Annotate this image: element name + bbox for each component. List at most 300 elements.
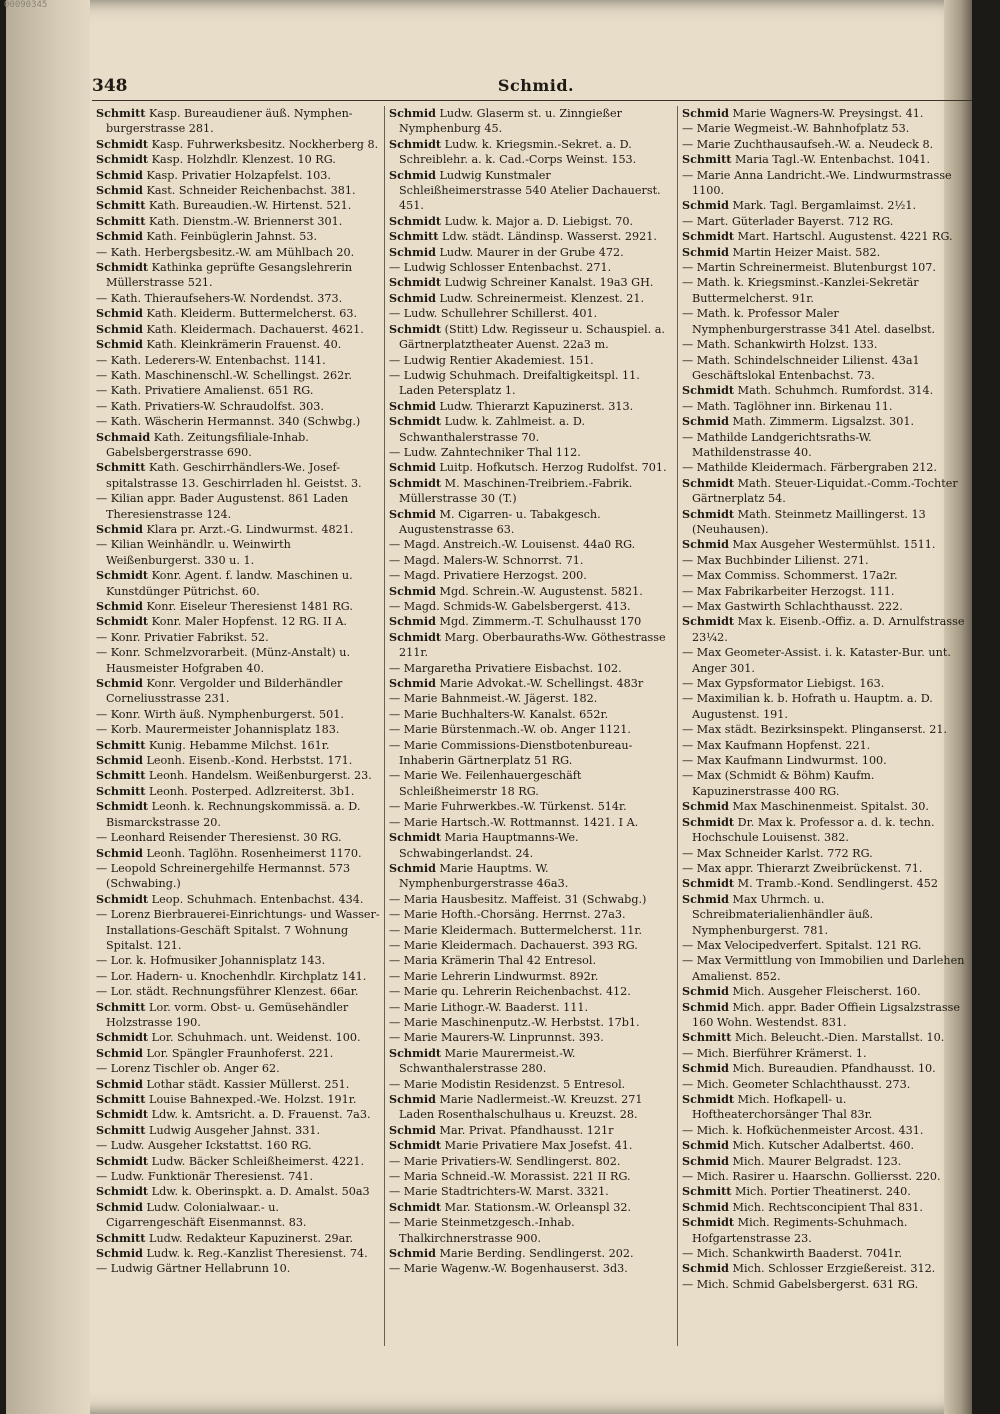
- entry-text: (Stitt) Ldw. Regisseur u. Schauspiel. a. Gärtnerplatztheater Auenst. 22a3 m.: [399, 322, 665, 352]
- directory-entry: [682, 1000, 967, 1031]
- entry-text: Ludw. Schullehrer Schillerst. 401.: [403, 307, 598, 321]
- directory-entry: [389, 1030, 673, 1045]
- entry-text: Mich. Rasirer u. Haarschn. Golliersst. 220.: [696, 1170, 941, 1184]
- entry-text: Max Ausgeher Westermühlst. 1511.: [732, 538, 936, 552]
- entry-text: Konr. Vergolder und Bilderhändler Corneliusstrasse 231.: [106, 677, 343, 706]
- entry-text: Maria Tagl.-W. Entenbachst. 1041.: [735, 153, 931, 167]
- entry-text: Maximilian k. b. Hofrath u. Hauptm. a. D. Augustenst. 191.: [692, 692, 933, 721]
- directory-entry: [682, 383, 967, 398]
- directory-entry: [682, 476, 967, 507]
- entry-text: Kath. Lederers-W. Entenbachst. 1141.: [110, 353, 326, 367]
- entry-text: Max Gypsformator Liebigst. 163.: [696, 677, 885, 691]
- ditto-dash: [389, 924, 404, 937]
- entry-text: Mich. Maurer Belgradst. 123.: [732, 1154, 902, 1168]
- directory-entry: [682, 1261, 967, 1276]
- directory-entry: [682, 430, 967, 461]
- ditto-dash: [682, 569, 697, 582]
- entry-text: Marie Bahnmeist.-W. Jägerst. 182.: [403, 692, 598, 706]
- entry-text: Lor. vorm. Obst- u. Gemüsehändler Holzstrasse 190.: [106, 1000, 349, 1029]
- entry-surname: Schmidt: [389, 275, 442, 290]
- entry-text: Ludw. Redakteur Kapuzinerst. 29ar.: [149, 1231, 354, 1245]
- ditto-dash: [389, 970, 404, 983]
- directory-entry: [682, 198, 967, 213]
- entry-text: Max Vermittlung von Immobilien und Darlehen Amalienst. 852.: [692, 954, 965, 983]
- directory-entry: [682, 938, 967, 953]
- entry-text: Marie Privatiers-W. Sendlingerst. 802.: [403, 1154, 621, 1168]
- entry-surname: Schmid: [389, 1122, 436, 1137]
- directory-entry: [389, 214, 673, 229]
- directory-entry: [96, 491, 380, 522]
- entry-surname: Schmitt: [96, 106, 146, 120]
- entry-surname: Schmid: [682, 1138, 729, 1153]
- entry-surname: Schmidt: [96, 568, 149, 583]
- entry-text: Mathilde Kleidermach. Färbergraben 212.: [696, 461, 937, 475]
- ditto-dash: [389, 261, 404, 274]
- entry-surname: Schmidt: [96, 614, 149, 629]
- directory-entry: [682, 1246, 967, 1261]
- directory-entry: [96, 1154, 380, 1169]
- entry-text: Ludwig Gärtner Hellabrunn 10.: [110, 1262, 291, 1276]
- directory-entry: [682, 537, 967, 552]
- entry-text: Max Kaufmann Lindwurmst. 100.: [696, 754, 887, 768]
- entry-text: Marie Maurermeist.-W. Schwanthalerstrasse 280.: [399, 1046, 576, 1076]
- entry-text: Mark. Tagl. Bergamlaimst. 2½1.: [732, 199, 917, 213]
- entry-text: Kath. Wäscherin Hermannst. 340 (Schwbg.): [110, 415, 361, 429]
- entry-text: Leonh. Handelsm. Weißenburgerst. 23.: [149, 769, 372, 783]
- entry-text: Kath. Geschirrhändlers-We. Josef-spitalstrasse 13. Geschirrladen hl. Geistst. 3.: [106, 461, 362, 490]
- entry-text: Ludw. Maurer in der Grube 472.: [439, 245, 624, 259]
- column-2: [385, 106, 678, 1346]
- entry-surname: Schmid: [389, 614, 436, 629]
- ditto-dash: [96, 985, 111, 998]
- entry-text: Marie Privatiere Max Josefst. 41.: [444, 1139, 633, 1153]
- entry-text: Marie Commissions-Dienstbotenbureau-Inhaberin Gärtnerplatz 51 RG.: [399, 738, 633, 768]
- directory-entry: [682, 984, 967, 999]
- directory-entry: [389, 738, 673, 769]
- directory-entry: [389, 1015, 673, 1030]
- directory-entry: [96, 753, 380, 768]
- entry-text: Marie Lithogr.-W. Baaderst. 111.: [403, 1000, 589, 1014]
- entry-surname: Schmitt: [682, 1184, 732, 1199]
- entry-text: Ludw. k. Kriegsmin.-Sekret. a. D. Schreiblehr. a. k. Cad.-Corps Weinst. 153.: [399, 137, 637, 167]
- header-rule: [92, 100, 972, 101]
- entry-text: Max Schneider Karlst. 772 RG.: [696, 846, 873, 860]
- entry-text: Lorenz Bierbrauerei-Einrichtungs- und Wasser-Installations-Geschäft Spitalst. 7 Wohnung Spitalst. 121.: [106, 908, 380, 952]
- entry-text: Magd. Schmids-W. Gabelsbergerst. 413.: [403, 600, 631, 613]
- ditto-dash: [96, 1062, 111, 1075]
- entry-text: Mich. Rechtsconcipient Thal 831.: [732, 1200, 923, 1214]
- directory-entry: [96, 137, 380, 152]
- directory-entry: [389, 799, 673, 814]
- entry-text: Marie Buchhalters-W. Kanalst. 652r.: [403, 707, 609, 721]
- ditto-dash: [682, 723, 697, 736]
- entry-text: Kasp. Fuhrwerksbesitz. Nockherberg 8.: [151, 137, 379, 151]
- ditto-dash: [96, 970, 111, 983]
- entry-text: Kast. Schneider Reichenbachst. 381.: [146, 184, 356, 198]
- ditto-dash: [389, 939, 404, 952]
- entry-surname: Schmitt: [96, 1122, 146, 1137]
- entry-surname: Schmid: [389, 460, 436, 475]
- entry-surname: Schmidt: [96, 1153, 149, 1168]
- entry-text: Max Commiss. Schommerst. 17a2r.: [696, 569, 898, 583]
- ditto-dash: [682, 215, 697, 228]
- directory-entry: [96, 784, 380, 799]
- ditto-dash: [682, 677, 697, 690]
- directory-entry: [682, 892, 967, 938]
- ditto-dash: [389, 1001, 404, 1014]
- entry-surname: Schmid: [389, 167, 436, 182]
- entry-text: Louise Bahnexped.-We. Holzst. 191r.: [149, 1093, 357, 1106]
- directory-entry: [682, 460, 967, 475]
- entry-surname: Schmid: [96, 521, 143, 536]
- directory-entry: [682, 168, 967, 199]
- directory-entry: [96, 214, 380, 229]
- entry-surname: Schmid: [682, 244, 729, 259]
- directory-entry: [389, 368, 673, 399]
- directory-entry: [96, 892, 380, 907]
- directory-entry: [96, 1061, 380, 1076]
- entry-text: Marie Stadtrichters-W. Marst. 3321.: [403, 1185, 609, 1199]
- entry-surname: Schmitt: [96, 1230, 146, 1245]
- entry-surname: Schmidt: [96, 152, 149, 167]
- entry-surname: Schmid: [96, 845, 143, 860]
- ditto-dash: [682, 461, 697, 474]
- directory-entry: [682, 1169, 967, 1184]
- entry-text: Luitp. Hofkutsch. Herzog Rudolfst. 701.: [439, 461, 667, 475]
- ditto-dash: [389, 1185, 404, 1198]
- entry-text: Mgd. Zimmerm.-T. Schulhausst 170: [439, 615, 642, 629]
- directory-entry: [96, 830, 380, 845]
- entry-text: Kath. Zeitungsfiliale-Inhab. Gabelsbergerstrasse 690.: [106, 430, 309, 459]
- entry-text: Ludw. k. Reg.-Kanzlist Theresienst. 74.: [146, 1247, 368, 1261]
- directory-entry: [389, 353, 673, 368]
- entry-text: Marie Steinmetzgesch.-Inhab. Thalkirchnerstrasse 900.: [399, 1216, 575, 1245]
- directory-entry: [96, 106, 380, 137]
- directory-entry: [96, 383, 380, 398]
- directory-entry: [389, 306, 673, 321]
- entry-text: Mich. Kutscher Adalbertst. 460.: [732, 1139, 915, 1153]
- ditto-dash: [682, 138, 697, 151]
- directory-entry: [389, 1184, 673, 1199]
- directory-entry: [96, 907, 380, 953]
- entry-text: Lor. k. Hofmusiker Johannisplatz 143.: [110, 954, 326, 968]
- directory-entry: [682, 1200, 967, 1215]
- entry-text: Kath. Maschinenschl.-W. Schellingst. 262r.: [110, 368, 352, 382]
- ditto-dash: [389, 893, 404, 906]
- entry-text: Konr. Eiseleur Theresienst 1481 RG.: [146, 600, 353, 613]
- entry-surname: Schmitt: [96, 783, 146, 798]
- directory-entry: [96, 953, 380, 968]
- directory-entry: [96, 645, 380, 676]
- directory-entry: [682, 691, 967, 722]
- directory-entry: [96, 414, 380, 429]
- directory-entry: [389, 614, 673, 629]
- entry-surname: Schmidt: [96, 260, 149, 275]
- entry-text: Maria Hauptmanns-We. Schwabingerlandst. 24.: [399, 831, 579, 860]
- directory-entry: [682, 753, 967, 768]
- entry-text: Ludw. Glaserm st. u. Zinngießer Nymphenburg 45.: [399, 107, 622, 136]
- entry-text: Max Buchbinder Lilienst. 271.: [696, 553, 869, 567]
- entry-text: Marie Berding. Sendlingerst. 202.: [439, 1247, 634, 1261]
- directory-entry: [96, 1246, 380, 1261]
- entry-text: Kath. Feinbüglerin Jahnst. 53.: [146, 230, 318, 244]
- directory-entry: [389, 953, 673, 968]
- directory-entry: [389, 630, 673, 661]
- page-number: 348: [92, 76, 128, 96]
- entry-surname: Schmidt: [389, 1138, 442, 1153]
- ditto-dash: [389, 1262, 404, 1275]
- directory-entry: [96, 460, 380, 491]
- entry-text: Leonhard Reisender Theresienst. 30 RG.: [110, 831, 342, 845]
- directory-entry: [96, 984, 380, 999]
- ditto-dash: [96, 246, 111, 259]
- entry-text: Mich. Regiments-Schuhmach. Hofgartenstrasse 23.: [692, 1216, 908, 1245]
- entry-text: Kath. Privatiere Amalienst. 651 RG.: [110, 384, 314, 398]
- entry-text: Mich. Portier Theatinerst. 240.: [735, 1185, 911, 1199]
- directory-entry: [96, 861, 380, 892]
- directory-entry: [96, 291, 380, 306]
- ditto-dash: [682, 600, 697, 613]
- entry-text: Marie Wagenw.-W. Bogenhauserst. 3d3.: [403, 1262, 628, 1276]
- directory-entry: [682, 599, 967, 614]
- ditto-dash: [682, 276, 697, 289]
- entry-surname: Schmidt: [96, 1030, 149, 1045]
- directory-entry: [682, 722, 967, 737]
- directory-entry: [389, 460, 673, 475]
- entry-text: Math. Schindelschneider Lilienst. 43a1 Geschäftslokal Entenbachst. 73.: [692, 353, 920, 382]
- entry-text: Ludwig Schuhmach. Dreifaltigkeitspl. 11. Laden Petersplatz 1.: [399, 368, 640, 398]
- entry-text: M. Maschinen-Treibriem.-Fabrik. Müllerstrasse 30 (T.): [399, 476, 633, 506]
- entry-text: Marie Bürstenmach.-W. ob. Anger 1121.: [403, 723, 631, 737]
- entry-surname: Schmid: [682, 1261, 729, 1276]
- entry-text: Marie Anna Landricht.-We. Lindwurmstrasse 1100.: [692, 168, 952, 198]
- directory-entry: [389, 1092, 673, 1123]
- entry-text: Mart. Güterlader Bayerst. 712 RG.: [696, 214, 894, 228]
- entry-surname: Schmid: [96, 306, 143, 321]
- directory-entry: [96, 768, 380, 783]
- entry-text: Lor. Hadern- u. Knochenhdlr. Kirchplatz 141.: [110, 969, 367, 983]
- entry-text: Ludw. Zahntechniker Thal 112.: [403, 445, 581, 459]
- ditto-dash: [96, 631, 111, 644]
- entry-text: Max Maschinenmeist. Spitalst. 30.: [732, 800, 929, 814]
- column-1: [92, 106, 385, 1346]
- entry-text: M. Tramb.-Kond. Sendlingerst. 452: [737, 877, 938, 891]
- ditto-dash: [96, 954, 111, 967]
- directory-entry: [96, 1092, 380, 1107]
- entry-text: Max k. Eisenb.-Offiz. a. D. Arnulfstrasse 23¼2.: [692, 615, 965, 644]
- directory-entry: [389, 815, 673, 830]
- directory-entry: [96, 1046, 380, 1061]
- entry-text: Kath. Thieraufsehers-W. Nordendst. 373.: [110, 291, 343, 305]
- entry-text: Kilian Weinhändlr. u. Weinwirth Weißenburgerst. 330 u. 1.: [106, 538, 291, 567]
- entry-text: Ludwig Kunstmaler Schleißheimerstrasse 540 Atelier Dachauerst. 451.: [399, 168, 661, 213]
- entry-text: Mar. Privat. Pfandhausst. 121r: [439, 1123, 614, 1137]
- directory-entry: [682, 1277, 967, 1292]
- entry-surname: Schmid: [682, 1061, 729, 1076]
- ditto-dash: [682, 1124, 697, 1137]
- entry-surname: Schmid: [96, 229, 143, 244]
- directory-entry: [389, 1215, 673, 1246]
- entry-surname: Schmidt: [96, 1184, 149, 1199]
- ditto-dash: [682, 847, 697, 860]
- directory-entry: [389, 1200, 673, 1215]
- directory-entry: [96, 614, 380, 629]
- ditto-dash: [389, 1031, 404, 1044]
- directory-entry: [389, 537, 673, 552]
- directory-entry: [96, 707, 380, 722]
- entry-surname: Schmid: [682, 537, 729, 552]
- entry-surname: Schmidt: [682, 506, 735, 521]
- entry-text: Marie Modistin Residenzst. 5 Entresol.: [403, 1077, 626, 1091]
- entry-text: Ludw. Bäcker Schleißheimerst. 4221.: [151, 1154, 365, 1168]
- directory-entry: [682, 152, 967, 167]
- ditto-dash: [389, 985, 404, 998]
- entry-text: Maria Hausbesitz. Maffeist. 31 (Schwabg.): [403, 892, 647, 906]
- directory-entry: [96, 846, 380, 861]
- directory-entry: [96, 969, 380, 984]
- directory-entry: [96, 245, 380, 260]
- entry-text: Magd. Anstreich.-W. Louisenst. 44a0 RG.: [403, 538, 636, 552]
- directory-entry: [96, 738, 380, 753]
- entry-text: Math. Steuer-Liquidat.-Comm.-Tochter Gärtnerplatz 54.: [692, 476, 958, 506]
- directory-entry: [682, 614, 967, 645]
- entry-text: Max (Schmidt & Böhm) Kaufm. Kapuzinerstrasse 400 RG.: [692, 769, 875, 798]
- entry-text: Marie We. Feilenhauergeschäft Schleißheimerstr 18 RG.: [399, 769, 582, 798]
- entry-text: Konr. Privatier Fabrikst. 52.: [110, 630, 269, 644]
- directory-entry: [96, 722, 380, 737]
- directory-entry: [389, 291, 673, 306]
- directory-entry: [682, 1077, 967, 1092]
- entry-surname: Schmitt: [96, 999, 146, 1014]
- entry-text: Leonh. k. Rechnungskommissä. a. D. Bismarckstrasse 20.: [106, 800, 361, 829]
- directory-entry: [96, 306, 380, 321]
- directory-entry: [682, 738, 967, 753]
- entry-text: Kath. Kleinkrämerin Frauenst. 40.: [146, 338, 342, 352]
- directory-entry: [96, 430, 380, 461]
- ditto-dash: [682, 739, 697, 752]
- directory-entry: [96, 198, 380, 213]
- directory-entry: [389, 399, 673, 414]
- entry-text: Mich. Bureaudien. Pfandhausst. 10.: [732, 1062, 936, 1076]
- directory-entry: [389, 938, 673, 953]
- entry-surname: Schmidt: [389, 629, 442, 644]
- entry-surname: Schmid: [389, 676, 436, 691]
- directory-entry: [682, 1184, 967, 1199]
- entry-surname: Schmidt: [682, 814, 735, 829]
- directory-entry: [682, 676, 967, 691]
- entry-surname: Schmidt: [96, 891, 149, 906]
- ditto-dash: [389, 769, 404, 782]
- entry-surname: Schmidt: [682, 229, 735, 244]
- directory-entry: [682, 553, 967, 568]
- entry-text: Max Fabrikarbeiter Herzogst. 111.: [696, 584, 895, 598]
- entry-text: Lothar städt. Kassier Müllerst. 251.: [146, 1077, 350, 1091]
- entry-text: Ludwig Ausgeher Jahnst. 331.: [149, 1123, 321, 1137]
- entry-surname: Schmid: [389, 1092, 436, 1106]
- entry-text: Kasp. Bureaudiener äuß. Nymphen-burgerstrasse 281.: [106, 107, 353, 136]
- directory-entry: [682, 799, 967, 814]
- entry-text: Marie Lehrerin Lindwurmst. 892r.: [403, 969, 599, 983]
- ditto-dash: [682, 954, 697, 967]
- directory-entry: [389, 229, 673, 244]
- entry-text: Max Velocipedverfert. Spitalst. 121 RG.: [696, 938, 922, 952]
- directory-entry: [96, 168, 380, 183]
- ditto-dash: [389, 954, 404, 967]
- directory-entry: [682, 507, 967, 538]
- directory-page: [6, 0, 972, 1414]
- entry-text: Ludw. Colonialwaar.- u. Cigarrengeschäft Eisenmannst. 83.: [106, 1200, 307, 1230]
- ditto-dash: [96, 831, 111, 844]
- ditto-dash: [389, 600, 404, 613]
- ditto-dash: [389, 569, 404, 582]
- ditto-dash: [389, 354, 404, 367]
- entry-text: Kilian appr. Bader Augustenst. 861 Laden Theresienstrasse 124.: [106, 492, 349, 521]
- directory-entry: [389, 1046, 673, 1077]
- ditto-dash: [96, 354, 111, 367]
- entry-surname: Schmid: [96, 1246, 143, 1261]
- ditto-dash: [682, 692, 697, 705]
- entry-surname: Schmidt: [682, 475, 735, 490]
- directory-entry: [682, 245, 967, 260]
- ditto-dash: [96, 292, 111, 305]
- directory-entry: [389, 168, 673, 214]
- directory-entry: [96, 1200, 380, 1231]
- ditto-dash: [96, 862, 111, 875]
- directory-entry: [389, 322, 673, 353]
- entry-text: Lor. Spängler Fraunhoferst. 221.: [146, 1046, 334, 1060]
- directory-entry: [96, 1030, 380, 1045]
- directory-entry: [682, 584, 967, 599]
- ditto-dash: [682, 400, 697, 413]
- directory-entry: [682, 1154, 967, 1169]
- directory-entry: [389, 1169, 673, 1184]
- entry-surname: Schmid: [96, 1045, 143, 1060]
- directory-entry: [389, 476, 673, 507]
- directory-entry: [389, 568, 673, 583]
- entry-text: Konr. Agent. f. landw. Maschinen u. Kunstdünger Pütrichst. 60.: [106, 569, 353, 598]
- entry-surname: Schmidt: [96, 136, 149, 151]
- entry-surname: Schmidt: [389, 1199, 442, 1214]
- entry-text: Magd. Malers-W. Schnorrst. 71.: [403, 553, 584, 567]
- directory-entry: [96, 1107, 380, 1122]
- ditto-dash: [389, 662, 404, 675]
- entry-surname: Schmidt: [389, 136, 442, 151]
- entry-text: Martin Heizer Maist. 582.: [732, 245, 881, 259]
- directory-entry: [389, 707, 673, 722]
- directory-entry: [389, 722, 673, 737]
- entry-text: Marie Wegmeist.-W. Bahnhofplatz 53.: [696, 122, 910, 136]
- entry-surname: Schmitt: [96, 1092, 146, 1106]
- directory-entry: [389, 923, 673, 938]
- directory-entry: [96, 537, 380, 568]
- entry-surname: Schmidt: [389, 1045, 442, 1060]
- entry-text: Math. Schankwirth Holzst. 133.: [696, 338, 878, 352]
- entry-surname: Schmitt: [682, 1030, 732, 1045]
- entry-text: Mich. Schankwirth Baaderst. 7041r.: [696, 1247, 903, 1261]
- entry-surname: Schmidt: [682, 876, 735, 891]
- entry-surname: Schmid: [389, 398, 436, 413]
- entry-text: Lor. Schuhmach. unt. Weidenst. 100.: [151, 1031, 361, 1045]
- ditto-dash: [389, 307, 404, 320]
- entry-text: Ludw. Funktionär Theresienst. 741.: [110, 1170, 314, 1184]
- ditto-dash: [682, 1047, 697, 1060]
- ditto-dash: [96, 908, 111, 921]
- ditto-dash: [389, 908, 404, 921]
- entry-text: Ludw. Schreinermeist. Klenzest. 21.: [439, 291, 645, 305]
- entry-surname: Schmid: [96, 183, 143, 198]
- ditto-dash: [682, 862, 697, 875]
- ditto-dash: [96, 384, 111, 397]
